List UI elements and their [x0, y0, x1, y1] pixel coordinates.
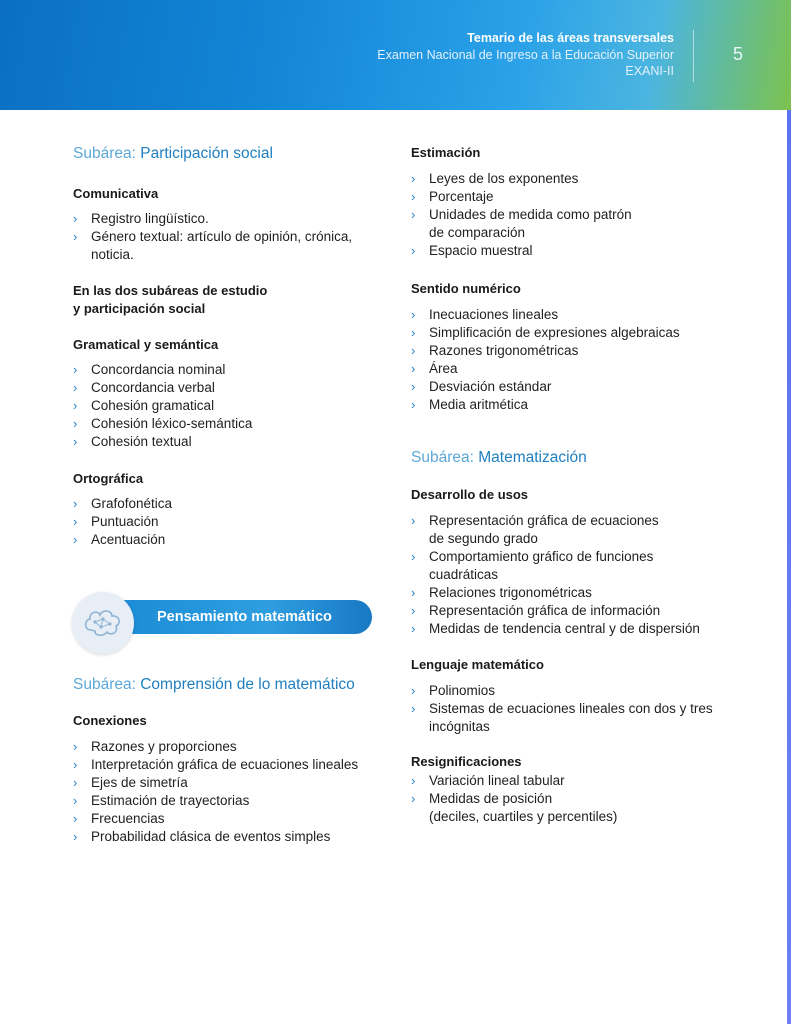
list-item: › Polinomios [411, 683, 496, 698]
list-comunicativa [73, 210, 378, 264]
list-estimacion [411, 170, 711, 260]
chevron-right-icon: › [411, 361, 416, 376]
list-item: › Unidades de medida como patrón [411, 207, 632, 222]
chevron-right-icon: › [411, 343, 416, 358]
list-item: › Inecuaciones lineales [411, 307, 559, 322]
list-item: › Representación gráfica de ecuaciones [411, 513, 659, 528]
chevron-right-icon: › [411, 791, 416, 806]
chevron-right-icon: › [73, 362, 78, 377]
chevron-right-icon: › [73, 775, 78, 790]
list-desarrollo-usos [411, 512, 731, 638]
list-item: › Frecuencias [73, 811, 165, 826]
chevron-right-icon: › [73, 739, 78, 754]
chevron-right-icon: › [411, 513, 416, 528]
list-item: › Registro lingüístico. [73, 211, 209, 226]
chevron-right-icon: › [411, 621, 416, 636]
chevron-right-icon: › [411, 397, 416, 412]
chevron-right-icon: › [411, 603, 416, 618]
header-divider [693, 30, 694, 82]
right-edge-stripe [787, 110, 791, 1024]
list-item: › Sistemas de ecuaciones lineales con dos y tres [411, 701, 713, 716]
subarea-participacion-social [73, 145, 273, 163]
list-item-continuation: noticia. [91, 247, 134, 262]
chevron-right-icon: › [73, 829, 78, 844]
list-item: › Puntuación [73, 514, 159, 529]
subarea-comprension-matematico [73, 676, 355, 694]
chevron-right-icon: › [411, 171, 416, 186]
list-item: › Estimación de trayectorias [73, 793, 250, 808]
subarea-prefix: Subárea: [73, 145, 136, 162]
list-gramatical [73, 361, 378, 451]
heading-comunicativa: Comunicativa [73, 186, 159, 201]
heading-gramatical: Gramatical y semántica [73, 337, 219, 352]
list-item: › Acentuación [73, 532, 166, 547]
chevron-right-icon: › [411, 773, 416, 788]
list-item: › Concordancia nominal [73, 362, 226, 377]
list-item: › Interpretación gráfica de ecuaciones lineales [73, 757, 359, 772]
list-item: › Razones trigonométricas [411, 343, 579, 358]
chevron-right-icon: › [411, 549, 416, 564]
list-item: › Cohesión gramatical [73, 398, 215, 413]
list-item: › Ejes de simetría [73, 775, 188, 790]
list-item-continuation: cuadráticas [429, 567, 499, 582]
subarea-prefix: Subárea: [73, 676, 136, 693]
chevron-right-icon: › [411, 207, 416, 222]
list-item: › Medidas de tendencia central y de dispersión [411, 621, 700, 636]
chevron-right-icon: › [411, 585, 416, 600]
list-item: › Cohesión textual [73, 434, 192, 449]
subarea-name: Comprensión de lo matemático [140, 676, 355, 693]
list-item: › Género textual: artículo de opinión, crónica, [73, 229, 353, 244]
list-conexiones [73, 738, 393, 846]
list-item: › Simplificación de expresiones algebraicas [411, 325, 680, 340]
header-exam: EXANI-II [625, 64, 674, 78]
page-number: 5 [733, 44, 744, 64]
subarea-name: Matematización [478, 449, 587, 466]
list-lenguaje-matematico [411, 682, 731, 736]
list-item: › Cohesión léxico-semántica [73, 416, 253, 431]
heading-conexiones: Conexiones [73, 713, 147, 728]
heading-estimacion: Estimación [411, 145, 481, 160]
chevron-right-icon: › [411, 307, 416, 322]
chevron-right-icon: › [411, 379, 416, 394]
list-item-continuation: (deciles, cuartiles y percentiles) [429, 809, 618, 824]
heading-ortografica: Ortográfica [73, 471, 144, 486]
chevron-right-icon: › [411, 243, 416, 258]
list-item: › Área [411, 361, 458, 376]
brain-network-icon [72, 592, 134, 654]
list-item-continuation: incógnitas [429, 719, 490, 734]
list-item: › Razones y proporciones [73, 739, 237, 754]
heading-lenguaje-matematico: Lenguaje matemático [411, 657, 544, 672]
list-item: › Leyes de los exponentes [411, 171, 579, 186]
header-subtitle: Examen Nacional de Ingreso a la Educación Superior [377, 47, 674, 62]
heading-sentido-numerico: Sentido numérico [411, 281, 521, 296]
chevron-right-icon: › [73, 496, 78, 511]
list-item: › Media aritmética [411, 397, 529, 412]
list-item: › Porcentaje [411, 189, 494, 204]
list-item: › Espacio muestral [411, 243, 533, 258]
header-text-block [377, 30, 674, 80]
chevron-right-icon: › [411, 325, 416, 340]
list-sentido-numerico [411, 306, 731, 414]
banner-label: Pensamiento matemático [157, 609, 332, 625]
list-item: › Medidas de posición [411, 791, 553, 806]
subarea-matematizacion [411, 449, 587, 467]
subarea-prefix: Subárea: [411, 449, 474, 466]
list-item-continuation: de comparación [429, 225, 526, 240]
list-item: › Grafofonética [73, 496, 173, 511]
chevron-right-icon: › [73, 416, 78, 431]
list-item: › Concordancia verbal [73, 380, 215, 395]
chevron-right-icon: › [73, 434, 78, 449]
chevron-right-icon: › [73, 229, 78, 244]
chevron-right-icon: › [411, 701, 416, 716]
header-title: Temario de las áreas transversales [467, 31, 674, 45]
list-item: › Probabilidad clásica de eventos simples [73, 829, 331, 844]
list-item-continuation: de segundo grado [429, 531, 538, 546]
list-resignificaciones [411, 772, 731, 826]
list-item: › Variación lineal tabular [411, 773, 565, 788]
list-ortografica [73, 495, 378, 549]
chevron-right-icon: › [411, 189, 416, 204]
chevron-right-icon: › [411, 683, 416, 698]
chevron-right-icon: › [73, 380, 78, 395]
section-banner-pensamiento-matematico [72, 592, 372, 652]
heading-dos-subareas: En las dos subáreas de estudio y participación social [73, 283, 268, 316]
list-item: › Relaciones trigonométricas [411, 585, 592, 600]
chevron-right-icon: › [73, 757, 78, 772]
heading-resignificaciones: Resignificaciones [411, 754, 522, 769]
heading-desarrollo-usos: Desarrollo de usos [411, 487, 529, 502]
subarea-name: Participación social [140, 145, 273, 162]
list-item: › Representación gráfica de información [411, 603, 661, 618]
page-header [0, 0, 791, 110]
chevron-right-icon: › [73, 532, 78, 547]
chevron-right-icon: › [73, 811, 78, 826]
chevron-right-icon: › [73, 398, 78, 413]
list-item: › Comportamiento gráfico de funciones [411, 549, 654, 564]
chevron-right-icon: › [73, 211, 78, 226]
chevron-right-icon: › [73, 514, 78, 529]
list-item: › Desviación estándar [411, 379, 552, 394]
chevron-right-icon: › [73, 793, 78, 808]
